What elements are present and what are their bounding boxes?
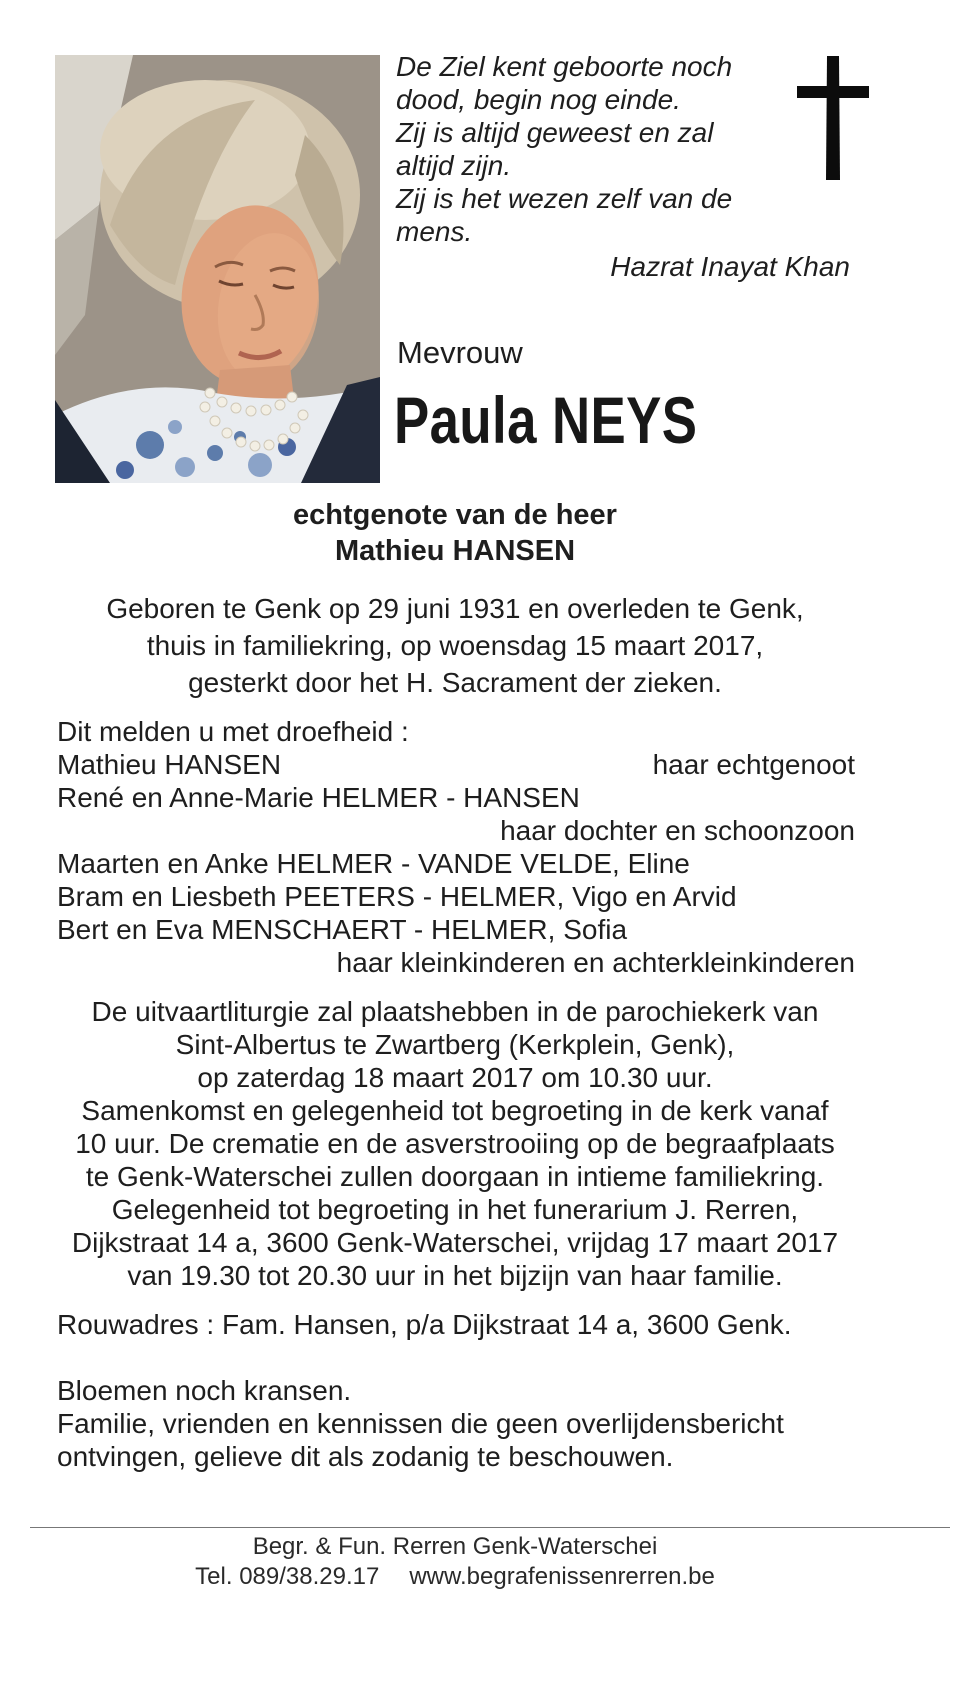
closing-line: Bloemen noch kransen.	[57, 1375, 352, 1406]
service-line: De uitvaartliturgie zal plaatshebben in de parochiekerk van	[91, 996, 819, 1027]
relation-block	[57, 497, 853, 569]
memorial-quote	[396, 50, 858, 283]
life-dates	[57, 590, 853, 701]
service-line: 10 uur. De crematie en de asverstrooiing op de begraafplaats	[75, 1128, 835, 1159]
quote-attribution: Hazrat Inayat Khan	[610, 251, 850, 282]
service-line: van 19.30 tot 20.30 uur in het bijzijn van haar familie.	[127, 1260, 783, 1291]
announcement-intro: Dit melden u met droefheid :	[57, 716, 409, 747]
quote-line: mens.	[396, 216, 473, 247]
quote-line: altijd zijn.	[396, 150, 512, 181]
grandchildren-relation: haar kleinkinderen en achterkleinkinderen	[336, 947, 855, 978]
family-announcement	[57, 715, 855, 979]
closing-line: Familie, vrienden en kennissen die geen overlijdensbericht	[57, 1408, 784, 1439]
life-dates-line: Geboren te Genk op 29 juni 1931 en overleden te Genk,	[106, 593, 804, 624]
quote-line: Zij is het wezen zelf van de	[396, 183, 733, 214]
grandchild-line: Bram en Liesbeth PEETERS - HELMER, Vigo en Arvid	[57, 881, 737, 912]
mourning-address: Rouwadres : Fam. Hansen, p/a Dijkstraat 14 a, 3600 Genk.	[57, 1309, 792, 1340]
service-line: te Genk-Waterschei zullen doorgaan in intieme familiekring.	[85, 1161, 825, 1192]
footer-divider	[30, 1527, 950, 1528]
grandchild-line: Bert en Eva MENSCHAERT - HELMER, Sofia	[57, 914, 628, 945]
service-line: Dijkstraat 14 a, 3600 Genk-Waterschei, vrijdag 17 maart 2017	[71, 1227, 839, 1258]
funeral-home-name: Begr. & Fun. Rerren Genk-Waterschei	[252, 1533, 658, 1560]
quote-line: Zij is altijd geweest en zal	[396, 117, 714, 148]
portrait-photo	[55, 55, 380, 483]
quote-line: dood, begin nog einde.	[396, 84, 681, 115]
funeral-home-website: www.begrafenissenrerren.be	[409, 1563, 715, 1590]
quote-line: De Ziel kent geboorte noch	[396, 51, 733, 82]
service-line: Samenkomst en gelegenheid tot begroeting in de kerk vanaf	[81, 1095, 829, 1126]
daughter-relation: haar dochter en schoonzoon	[500, 815, 855, 846]
closing-notes	[57, 1374, 917, 1473]
daughter-line: René en Anne-Marie HELMER - HANSEN	[57, 782, 580, 813]
salutation: Mevrouw	[397, 335, 523, 370]
closing-line: ontvingen, gelieve dit als zodanig te beschouwen.	[57, 1441, 674, 1472]
funeral-home-footer	[57, 1532, 853, 1592]
deceased-name: Paula NEYS	[394, 383, 698, 457]
service-details	[57, 995, 853, 1292]
grandchild-line: Maarten en Anke HELMER - VANDE VELDE, Eline	[57, 848, 690, 879]
service-line: op zaterdag 18 maart 2017 om 10.30 uur.	[197, 1062, 713, 1093]
service-line: Sint-Albertus te Zwartberg (Kerkplein, Genk),	[175, 1029, 735, 1060]
funeral-home-phone: Tel. 089/38.29.17	[195, 1563, 380, 1590]
service-line: Gelegenheid tot begroeting in het funerarium J. Rerren,	[111, 1194, 799, 1225]
spouse-name: Mathieu HANSEN	[57, 749, 282, 780]
life-dates-line: gesterkt door het H. Sacrament der zieken.	[188, 667, 722, 698]
spouse-relation: haar echtgenoot	[652, 749, 855, 780]
life-dates-line: thuis in familiekring, op woensdag 15 maart 2017,	[146, 630, 764, 661]
relation-line: echtgenote van de heer	[293, 499, 617, 531]
spouse-of-line: Mathieu HANSEN	[334, 535, 576, 567]
